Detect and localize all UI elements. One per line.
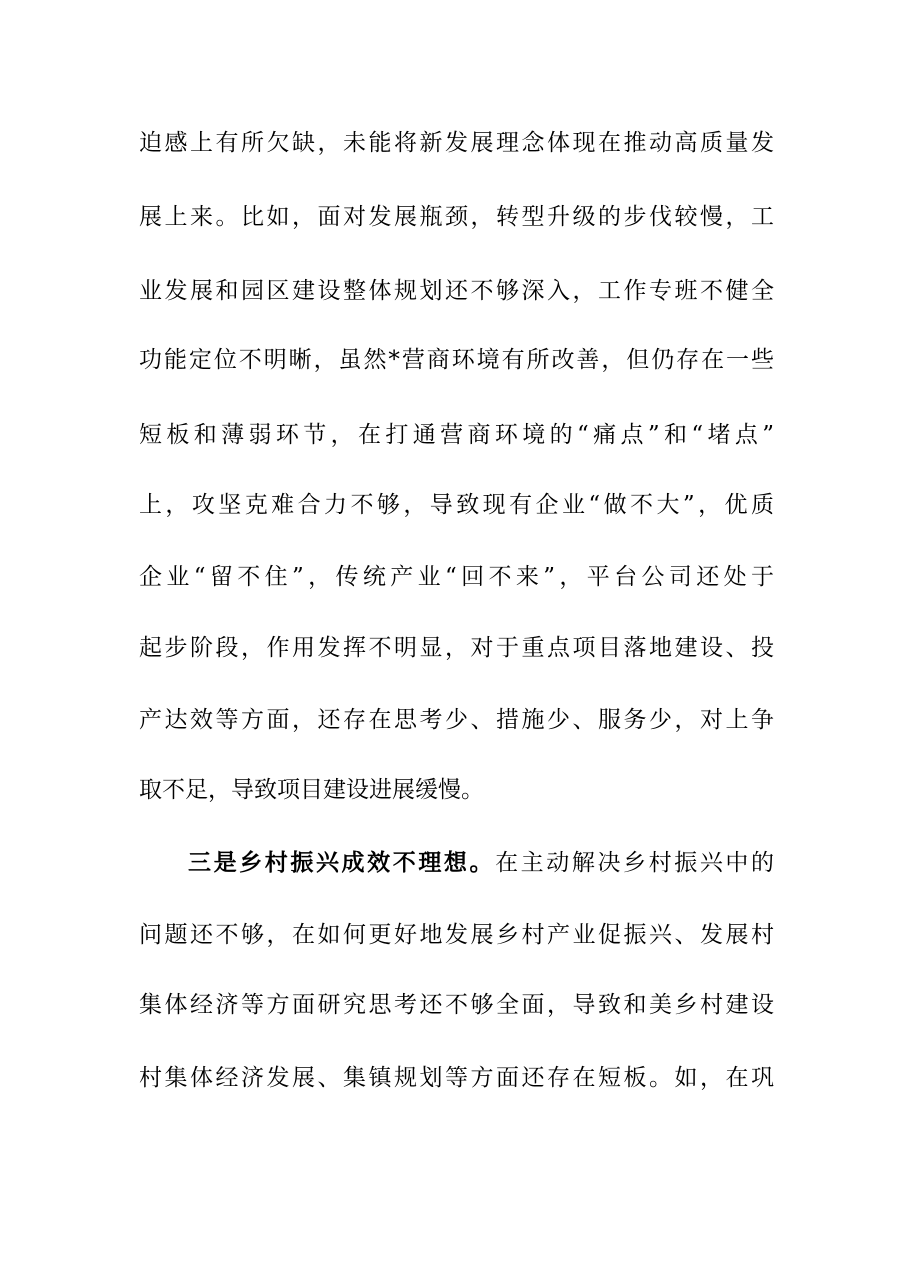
paragraph-2-line-2: 问题还不够，在如何更好地发展乡村产业促振兴、发展村 (139, 922, 774, 948)
paragraph-1-line-2: 展上来。比如，面对发展瓶颈，转型升级的步伐较慢，工 (139, 204, 774, 230)
paragraph-1-line-5: 短板和薄弱环节，在打通营商环境的“痛点”和“堵点” (139, 422, 774, 448)
paragraph-1-line-9: 产达效等方面，还存在思考少、措施少、服务少，对上争 (139, 707, 774, 733)
paragraph-1-line-1: 迫感上有所欠缺，未能将新发展理念体现在推动高质量发 (139, 130, 774, 156)
paragraph-2-line-3: 集体经济等方面研究思考还不够全面，导致和美乡村建设 (139, 992, 774, 1018)
paragraph-2-line-1 (188, 848, 774, 878)
paragraph-1-line-4: 功能定位不明晰，虽然*营商环境有所改善，但仍存在一些 (139, 347, 774, 373)
paragraph-1-line-8: 起步阶段，作用发挥不明显，对于重点项目落地建设、投 (139, 635, 774, 661)
paragraph-2-line-4: 村集体经济发展、集镇规划等方面还存在短板。如，在巩 (139, 1065, 774, 1091)
section-heading: 三是乡村振兴成效不理想。 (188, 849, 496, 876)
paragraph-1-line-7: 企业“留不住”，传统产业“回不来”，平台公司还处于 (139, 564, 774, 590)
paragraph-1-line-6: 上，攻坚克难合力不够，导致现有企业“做不大”，优质 (139, 492, 774, 518)
paragraph-1-line-3: 业发展和园区建设整体规划还不够深入，工作专班不健全 (139, 278, 774, 304)
paragraph-2-line-1-rest: 在主动解决乡村振兴中的 (495, 850, 775, 876)
paragraph-1-line-10: 取不足，导致项目建设进展缓慢。 (139, 777, 484, 803)
